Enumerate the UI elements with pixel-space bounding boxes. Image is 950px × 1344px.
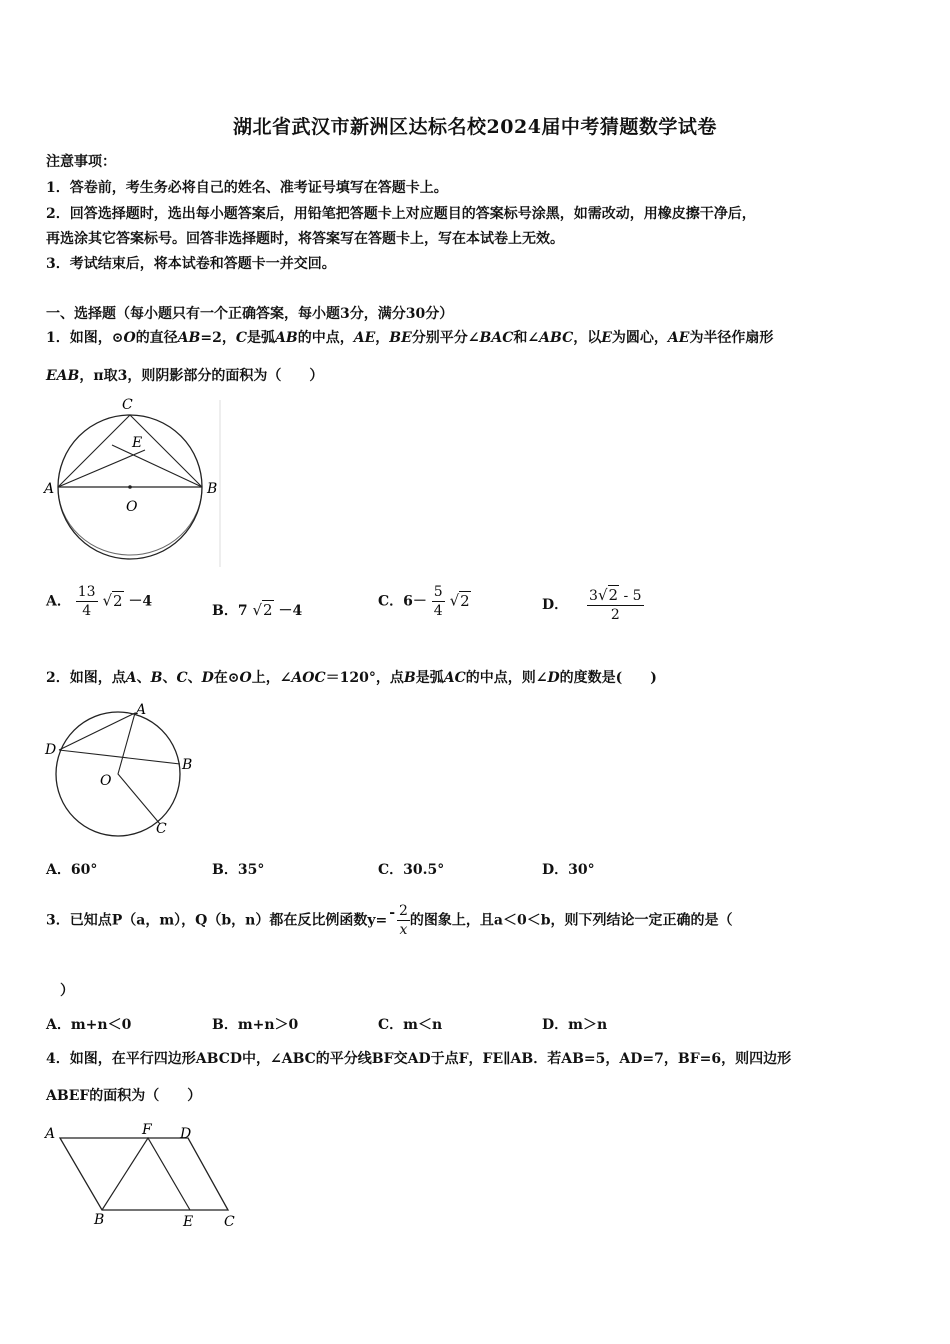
q1-option-b[interactable]: B．7 √2 －4 xyxy=(212,601,303,619)
lines-bf-fe xyxy=(102,1138,190,1210)
section-heading: 一、选择题（每小题只有一个正确答案，每小题3分，满分30分） xyxy=(46,306,454,322)
label-c: C xyxy=(122,397,133,413)
label-d: D xyxy=(180,1126,192,1142)
q1-stem-line2: EAB，π取3，则阴影部分的面积为（ ） xyxy=(46,368,324,384)
q4-stem-line2: ABEF的面积为（ ） xyxy=(46,1088,202,1104)
q2-option-b[interactable]: B．35° xyxy=(212,862,265,878)
label-c: C xyxy=(156,821,167,837)
label-o: O xyxy=(100,773,112,789)
q1-figure xyxy=(40,395,230,570)
q2-figure xyxy=(40,698,210,843)
label-f: F xyxy=(142,1122,152,1138)
label-b: B xyxy=(94,1212,105,1228)
label-b: B xyxy=(182,757,193,773)
q1-option-a[interactable]: A． $\frac{13}{4}$ √2 －4 xyxy=(46,584,153,619)
notice-item: 2．回答选择题时，选出每小题答案后，用铅笔把答题卡上对应题目的答案标号涂黑，如需改动，用橡皮擦干净后， xyxy=(46,206,756,222)
q1-stem-line1: 1．如图，⊙O的直径AB=2，C是弧AB的中点，AE，BE分别平分∠BAC和∠ABC，以E为圆心，AE为半径作扇形 xyxy=(46,330,774,346)
label-c: C xyxy=(224,1214,235,1230)
q2-option-d[interactable]: D．30° xyxy=(542,862,595,878)
parallelogram-abcd xyxy=(60,1138,228,1210)
notice-item: 3．考试结束后，将本试卷和答题卡一并交回。 xyxy=(46,256,336,272)
label-e: E xyxy=(183,1214,194,1230)
notice-item: 1．答卷前，考生务必将自己的姓名、准考证号填写在答题卡上。 xyxy=(46,180,448,196)
label-a: A xyxy=(45,1126,56,1142)
q3-option-d[interactable]: D．m＞n xyxy=(542,1017,608,1033)
chords-ac-bc xyxy=(58,415,202,487)
notice-item: 再选涂其它答案标号。回答非选择题时，将答案写在答题卡上，写在本试卷上无效。 xyxy=(46,231,564,247)
shaded-region xyxy=(58,487,202,559)
label-b: B xyxy=(207,481,218,497)
q3-option-b[interactable]: B．m+n＞0 xyxy=(212,1017,299,1033)
q4-stem-line1: 4．如图，在平行四边形ABCD中，∠ABC的平分线BF交AD于点F，FE∥AB．若AB=5，AD=7，BF=6，则四边形 xyxy=(46,1051,792,1067)
sector-arc xyxy=(58,487,202,555)
q1-option-c[interactable]: C．6－ $\frac{5}{4}$ √2 xyxy=(378,584,470,619)
label-a: A xyxy=(44,481,55,497)
label-a: A xyxy=(136,702,147,718)
center-dot xyxy=(128,485,132,489)
q3-stem-close: ） xyxy=(60,983,74,999)
notice-heading: 注意事项： xyxy=(46,154,116,170)
page-title: 湖北省武汉市新洲区达标名校2024届中考猜题数学试卷 xyxy=(233,116,717,138)
label-o: O xyxy=(126,499,138,515)
q3-stem: 3．已知点P（a，m），Q（b，n）都在反比例函数y= - $\frac{2}{x}$ 的图象上，且a＜0＜b，则下列结论一定正确的是（ xyxy=(46,903,733,938)
q4-figure xyxy=(40,1120,240,1232)
q3-option-c[interactable]: C．m＜n xyxy=(378,1017,443,1033)
q2-stem: 2．如图，点A、B、C、D在⊙O上，∠AOC＝120°，点B是弧AC的中点，则∠D的度数是( ) xyxy=(46,670,657,686)
q2-option-c[interactable]: C．30.5° xyxy=(378,862,445,878)
q1-option-d[interactable]: D． $\frac{3√2 - 5}{2}$ xyxy=(542,586,642,623)
label-e: E xyxy=(132,435,143,451)
label-d: D xyxy=(45,742,57,758)
chord-db xyxy=(59,750,180,764)
q3-option-a[interactable]: A．m+n＜0 xyxy=(46,1017,132,1033)
q2-option-a[interactable]: A．60° xyxy=(46,862,98,878)
